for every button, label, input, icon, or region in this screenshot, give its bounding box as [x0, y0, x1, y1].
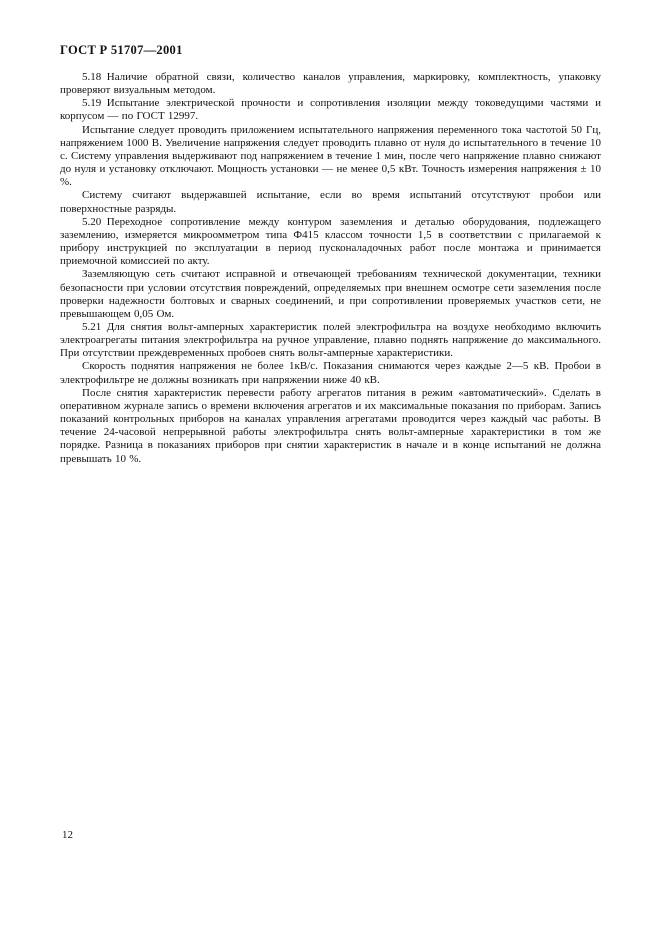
paragraph-5-20: 5.20 Переходное сопротивление между контуром заземления и деталью оборудования, подлежащего заземлению, измеряется микроомметром типа Ф415 классом точности 1,5 в соответствии с прилагаемой к прибору инструкцией по эксплуатации в период пусконаладочных работ после монтажа и принимается приемочной комиссией по акту.: [60, 215, 601, 268]
paragraph-5-21-voltage-rate: Скорость поднятия напряжения не более 1кВ/с. Показания снимаются через каждые 2—5 кВ. Пробои в электрофильтре не должны возникать при напряжении ниже 40 кВ.: [60, 360, 601, 386]
paragraph-5-19-test-procedure: Испытание следует проводить приложением испытательного напряжения переменного тока частотой 50 Гц, напряжением 1000 В. Увеличение напряжения следует проводить плавно от нуля до испытательного в течение 10 с. Систему управления выдерживают под напряжением в течение 1 мин, после чего напряжение плавно снижают до нуля и установку отключают. Мощность установки — не менее 0,5 кВт. Точность измерения напряжения ± 10 %.: [60, 123, 601, 189]
paragraph-5-20-grounding-criteria: Заземляющую сеть считают исправной и отвечающей требованиям технической документации, техники безопасности при условии отсутствия повреждений, определяемых при внешнем осмотре сети заземления после проверки надежности болтовых и сварных соединений, и при сопротивлении проверяемых участков сети, не превышающем 0,05 Ом.: [60, 268, 601, 320]
paragraph-5-18: 5.18 Наличие обратной связи, количество каналов управления, маркировку, комплектность, упаковку проверяют визуальным методом.: [60, 71, 601, 97]
standard-code-header: ГОСТ Р 51707—2001: [60, 43, 183, 57]
paragraph-5-21: 5.21 Для снятия вольт-амперных характеристик полей электрофильтра на воздухе необходимо включить электроагрегаты питания электрофильтра на ручное управление, плавно поднять напряжение до максимального. При отсутствии преждевременных пробоев снять вольт-амперные характеристики.: [60, 320, 601, 360]
paragraph-5-19: 5.19 Испытание электрической прочности и сопротивления изоляции между токоведущими частями и корпусом — по ГОСТ 12997.: [60, 97, 601, 123]
paragraph-5-19-pass-criteria: Систему считают выдержавшей испытание, если во время испытаний отсутствуют пробои или поверхностные разряды.: [60, 189, 601, 215]
paragraph-5-21-automatic-mode: После снятия характеристик перевести работу агрегатов питания в режим «автоматический». Сделать в оперативном журнале запись о времени включения агрегатов и их максимальные показания по приборам. Запись показаний контрольных приборов на каналах управления агрегатами проводится через каждый час работы. В течение 24-часовой непрерывной работы электрофильтра снять вольт-амперные характеристики в том же порядке. Разница в показаниях приборов при снятии характеристик в начале и в конце испытаний не должна превышать 10 %.: [60, 386, 601, 465]
document-body: [60, 71, 601, 466]
page-number: 12: [62, 829, 73, 841]
